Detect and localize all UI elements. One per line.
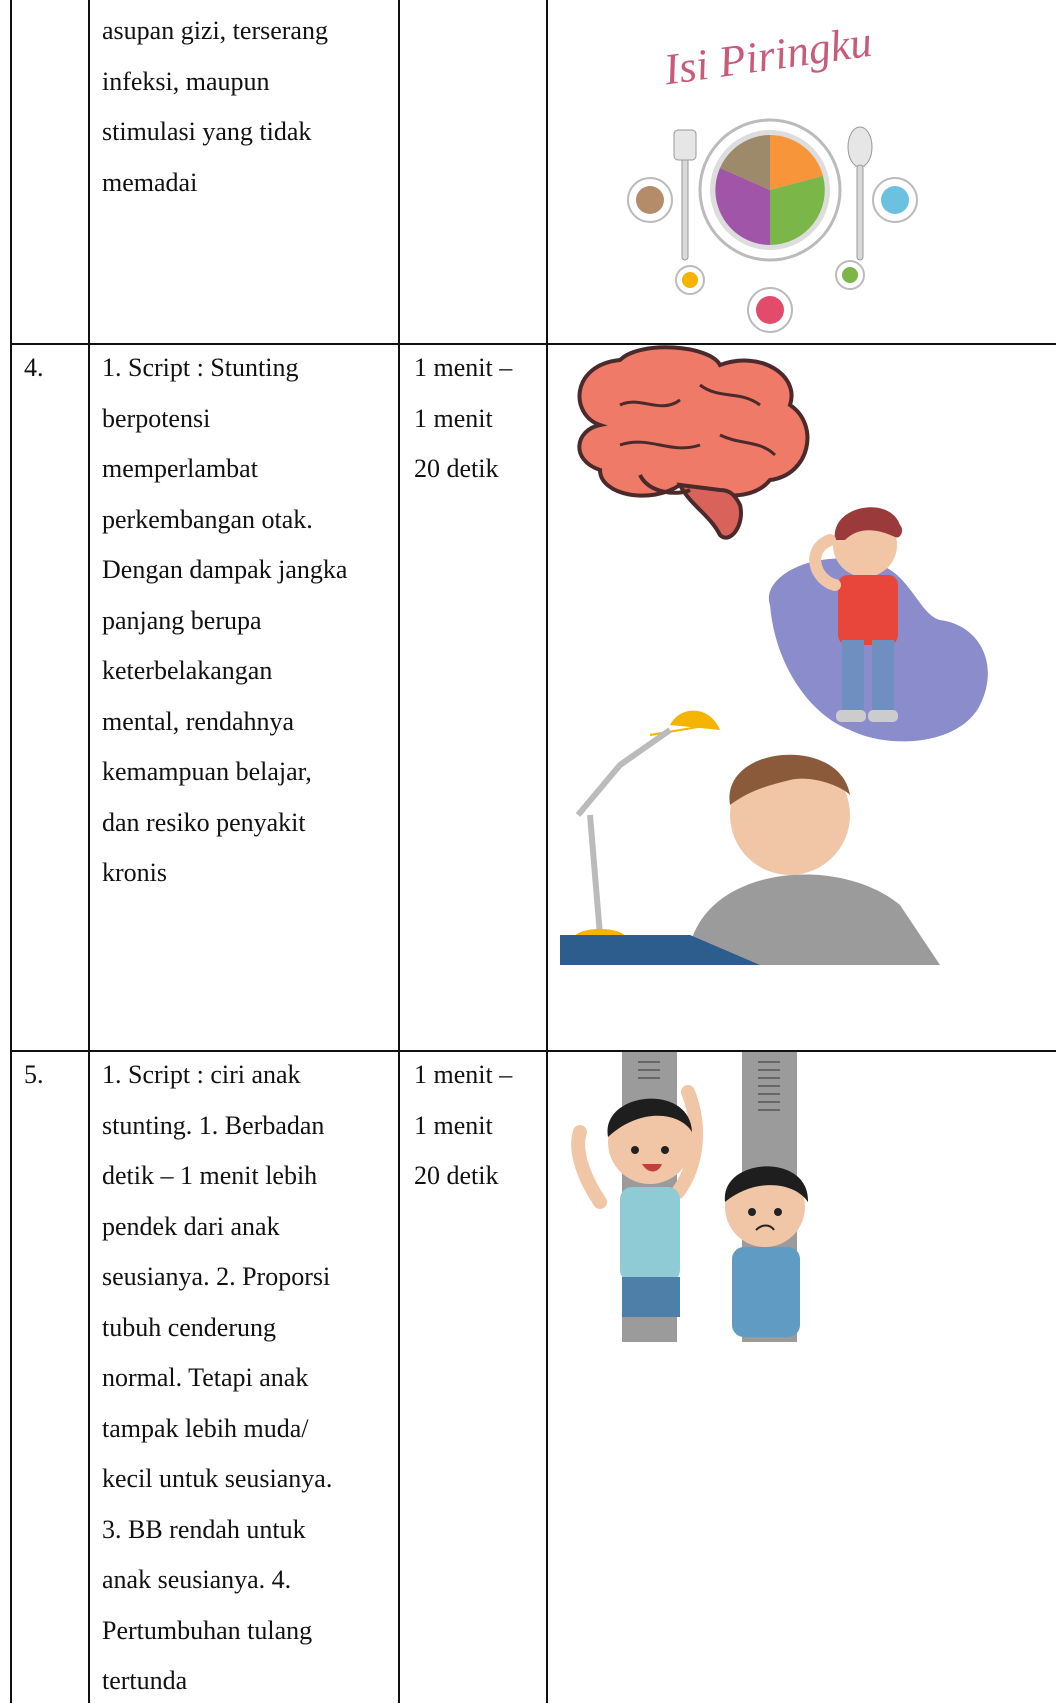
- row-number: 4.: [24, 353, 44, 382]
- children-height-measurement-illustration: [560, 1052, 820, 1342]
- column-divider-3: [546, 0, 548, 1703]
- tired-student-icon: [560, 711, 1040, 965]
- duration-text: 1 menit – 1 menit 20 detik: [414, 353, 513, 483]
- brain-and-struggling-children-illustration: [560, 345, 1040, 1045]
- table-border-left: [10, 0, 12, 1703]
- tall-child-icon: [578, 1092, 696, 1317]
- brain-icon: [579, 347, 807, 537]
- script-text: 1. Script : Stunting berpotensi memperlambat perkembangan otak. Dengan dampak jangka panjang berupa keterbelakangan mental, rendahnya kemampuan belajar, dan resiko penyakit kronis: [102, 353, 348, 887]
- frustrated-child-icon: [769, 507, 988, 741]
- script-text: asupan gizi, terserang infeksi, maupun stimulasi yang tidak memadai: [102, 16, 328, 197]
- fork-icon: [674, 130, 696, 260]
- row-number: 5.: [24, 1060, 44, 1089]
- script-text: 1. Script : ciri anak stunting. 1. Berbadan detik – 1 menit lebih pendek dari anak seusianya. 2. Proporsi tubuh cenderung normal. Tetapi anak tampak lebih muda/ kecil untuk seusianya. 3. BB rendah untuk anak seusianya. 4. Pertumbuhan tulang tertunda: [102, 1060, 333, 1695]
- isi-piringku-plate-illustration: [620, 10, 920, 340]
- isi-piringku-logo-text: Isi Piringku: [661, 16, 875, 95]
- duration-text: 1 menit – 1 menit 20 detik: [414, 1060, 513, 1190]
- column-divider-1: [88, 0, 90, 1703]
- spoon-icon: [848, 127, 872, 260]
- short-child-icon: [725, 1166, 808, 1337]
- plate-icon: [700, 120, 840, 260]
- column-divider-2: [398, 0, 400, 1703]
